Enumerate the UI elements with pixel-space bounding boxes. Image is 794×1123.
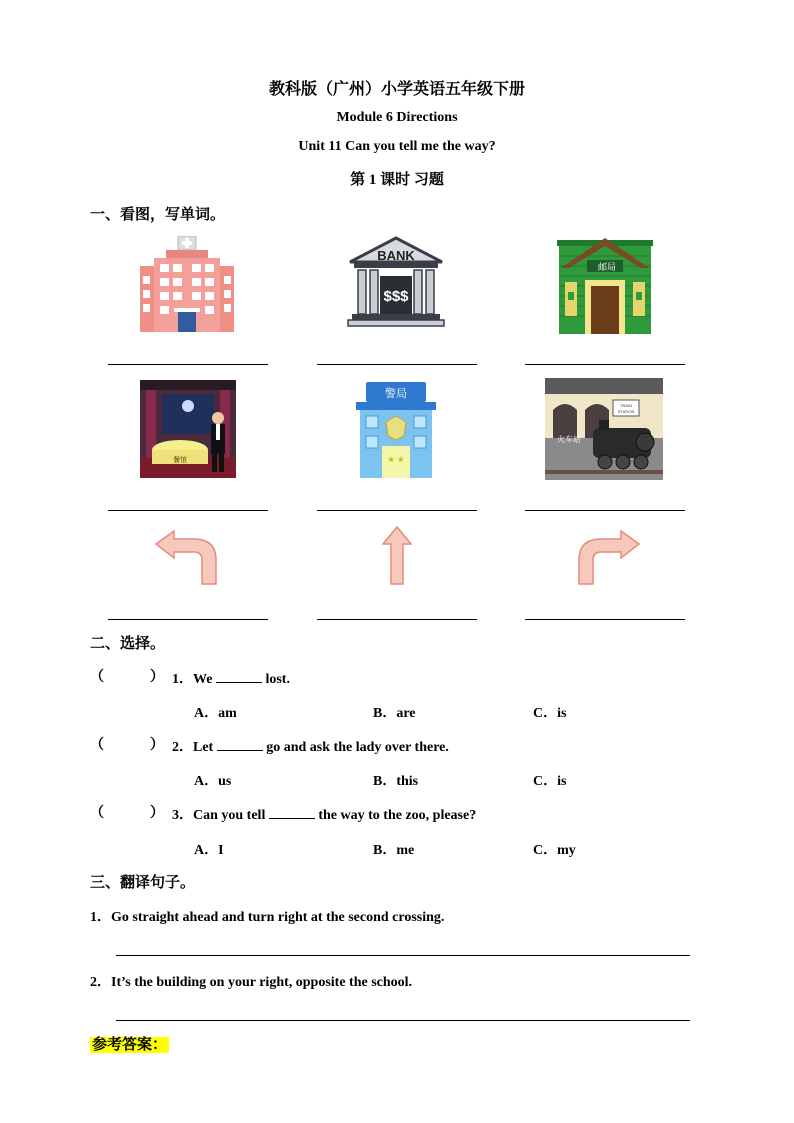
answer-line-train-station[interactable] xyxy=(525,510,685,511)
post-office-building-icon xyxy=(557,236,653,334)
svg-text:STATION: STATION xyxy=(617,409,635,414)
train-station-scene-icon xyxy=(545,378,663,480)
section3-heading: 三、翻译句子。 xyxy=(90,875,196,891)
answer-line-bank[interactable] xyxy=(317,364,477,365)
question-blank[interactable] xyxy=(217,738,263,751)
go-straight-picture xyxy=(382,526,412,586)
restaurant-picture xyxy=(140,380,236,478)
question-1-option-c: C．is xyxy=(533,706,567,721)
turn-left-picture xyxy=(154,530,220,586)
answer-line-turn-left[interactable] xyxy=(108,619,268,620)
question-text-after: lost. xyxy=(261,672,290,687)
question-number: 3． xyxy=(172,808,193,823)
hospital-picture xyxy=(138,236,236,334)
question-blank[interactable] xyxy=(216,670,262,683)
question-2-paren-close: ） xyxy=(150,738,164,753)
question-text-after: the way to the zoo, please? xyxy=(314,808,477,823)
question-number: 1． xyxy=(172,672,193,687)
question-3-option-b: B．me xyxy=(373,843,415,858)
police-station-building-icon xyxy=(354,380,438,478)
svg-text:TRAIN: TRAIN xyxy=(620,403,632,408)
sentence-text: Go straight ahead and turn right at the second crossing. xyxy=(111,910,445,925)
answer-key-label xyxy=(90,1033,169,1054)
sentence-text: It’s the building on your right, opposite the school. xyxy=(111,975,413,990)
straight-arrow-icon xyxy=(382,526,412,586)
question-3-option-c: C．my xyxy=(533,843,576,858)
turn-right-picture xyxy=(575,530,641,586)
section2-heading: 二、选择。 xyxy=(90,636,166,652)
section1-heading: 一、看图，写单词。 xyxy=(90,207,226,223)
question-3 xyxy=(172,804,476,824)
svg-text:★ ★: ★ ★ xyxy=(387,455,405,464)
question-text-after: go and ask the lady over there. xyxy=(262,740,449,755)
bank-sign-text: BANK xyxy=(377,248,415,263)
turn-right-arrow-icon xyxy=(575,530,641,586)
sentence-number: 1． xyxy=(90,910,111,925)
question-1 xyxy=(172,668,290,688)
bank-building-icon xyxy=(346,236,446,330)
police-sign-text: 警局 xyxy=(385,387,407,400)
answer-key-text: 参考答案： xyxy=(92,1037,168,1053)
turn-left-arrow-icon xyxy=(154,530,220,586)
question-text-before: We xyxy=(193,672,216,687)
question-2-option-b: B．this xyxy=(373,774,419,789)
restaurant-scene-icon xyxy=(140,380,236,478)
question-2-option-c: C．is xyxy=(533,774,567,789)
answer-line-post-office[interactable] xyxy=(525,364,685,365)
unit-title: Unit 11 Can you tell me the way? xyxy=(298,139,496,154)
question-number: 2． xyxy=(172,740,193,755)
answer-line-restaurant[interactable] xyxy=(108,510,268,511)
question-3-option-a: A．I xyxy=(194,843,224,858)
train-station-sign-text: 火车站 xyxy=(557,435,581,444)
question-1-option-b: B．are xyxy=(373,706,416,721)
question-text-before: Let xyxy=(193,740,217,755)
question-3-paren-close: ） xyxy=(150,806,164,821)
question-1-option-a: A．am xyxy=(194,706,237,721)
train-station-picture xyxy=(545,378,663,480)
answer-line-turn-right[interactable] xyxy=(525,619,685,620)
post-office-sign-text: 邮局 xyxy=(597,263,617,273)
restaurant-sign-text: 餐馆 xyxy=(173,456,187,464)
question-2 xyxy=(172,736,449,756)
question-1-paren-open: （ xyxy=(90,670,104,685)
police-station-picture xyxy=(354,380,438,478)
bank-dollar-text: $$$ xyxy=(383,288,409,305)
bank-picture xyxy=(346,236,446,330)
translation-answer-line-2[interactable] xyxy=(116,1020,690,1021)
sentence-number: 2． xyxy=(90,975,111,990)
question-text-before: Can you tell xyxy=(193,808,269,823)
translation-sentence-2 xyxy=(90,971,412,991)
question-2-paren-open: （ xyxy=(90,738,104,753)
post-office-picture xyxy=(557,236,653,334)
question-blank[interactable] xyxy=(269,806,315,819)
answer-line-hospital[interactable] xyxy=(108,364,268,365)
translation-sentence-1 xyxy=(90,906,444,926)
question-3-paren-open: （ xyxy=(90,806,104,821)
answer-line-go-straight[interactable] xyxy=(317,619,477,620)
hospital-building-icon xyxy=(138,236,236,334)
answer-line-police-station[interactable] xyxy=(317,510,477,511)
module-title: Module 6 Directions xyxy=(336,110,458,125)
worksheet-title: 教科版（广州）小学英语五年级下册 xyxy=(268,81,525,98)
lesson-title: 第 1 课时 习题 xyxy=(350,172,444,188)
question-2-option-a: A．us xyxy=(194,774,232,789)
question-1-paren-close: ） xyxy=(150,670,164,685)
translation-answer-line-1[interactable] xyxy=(116,955,690,956)
